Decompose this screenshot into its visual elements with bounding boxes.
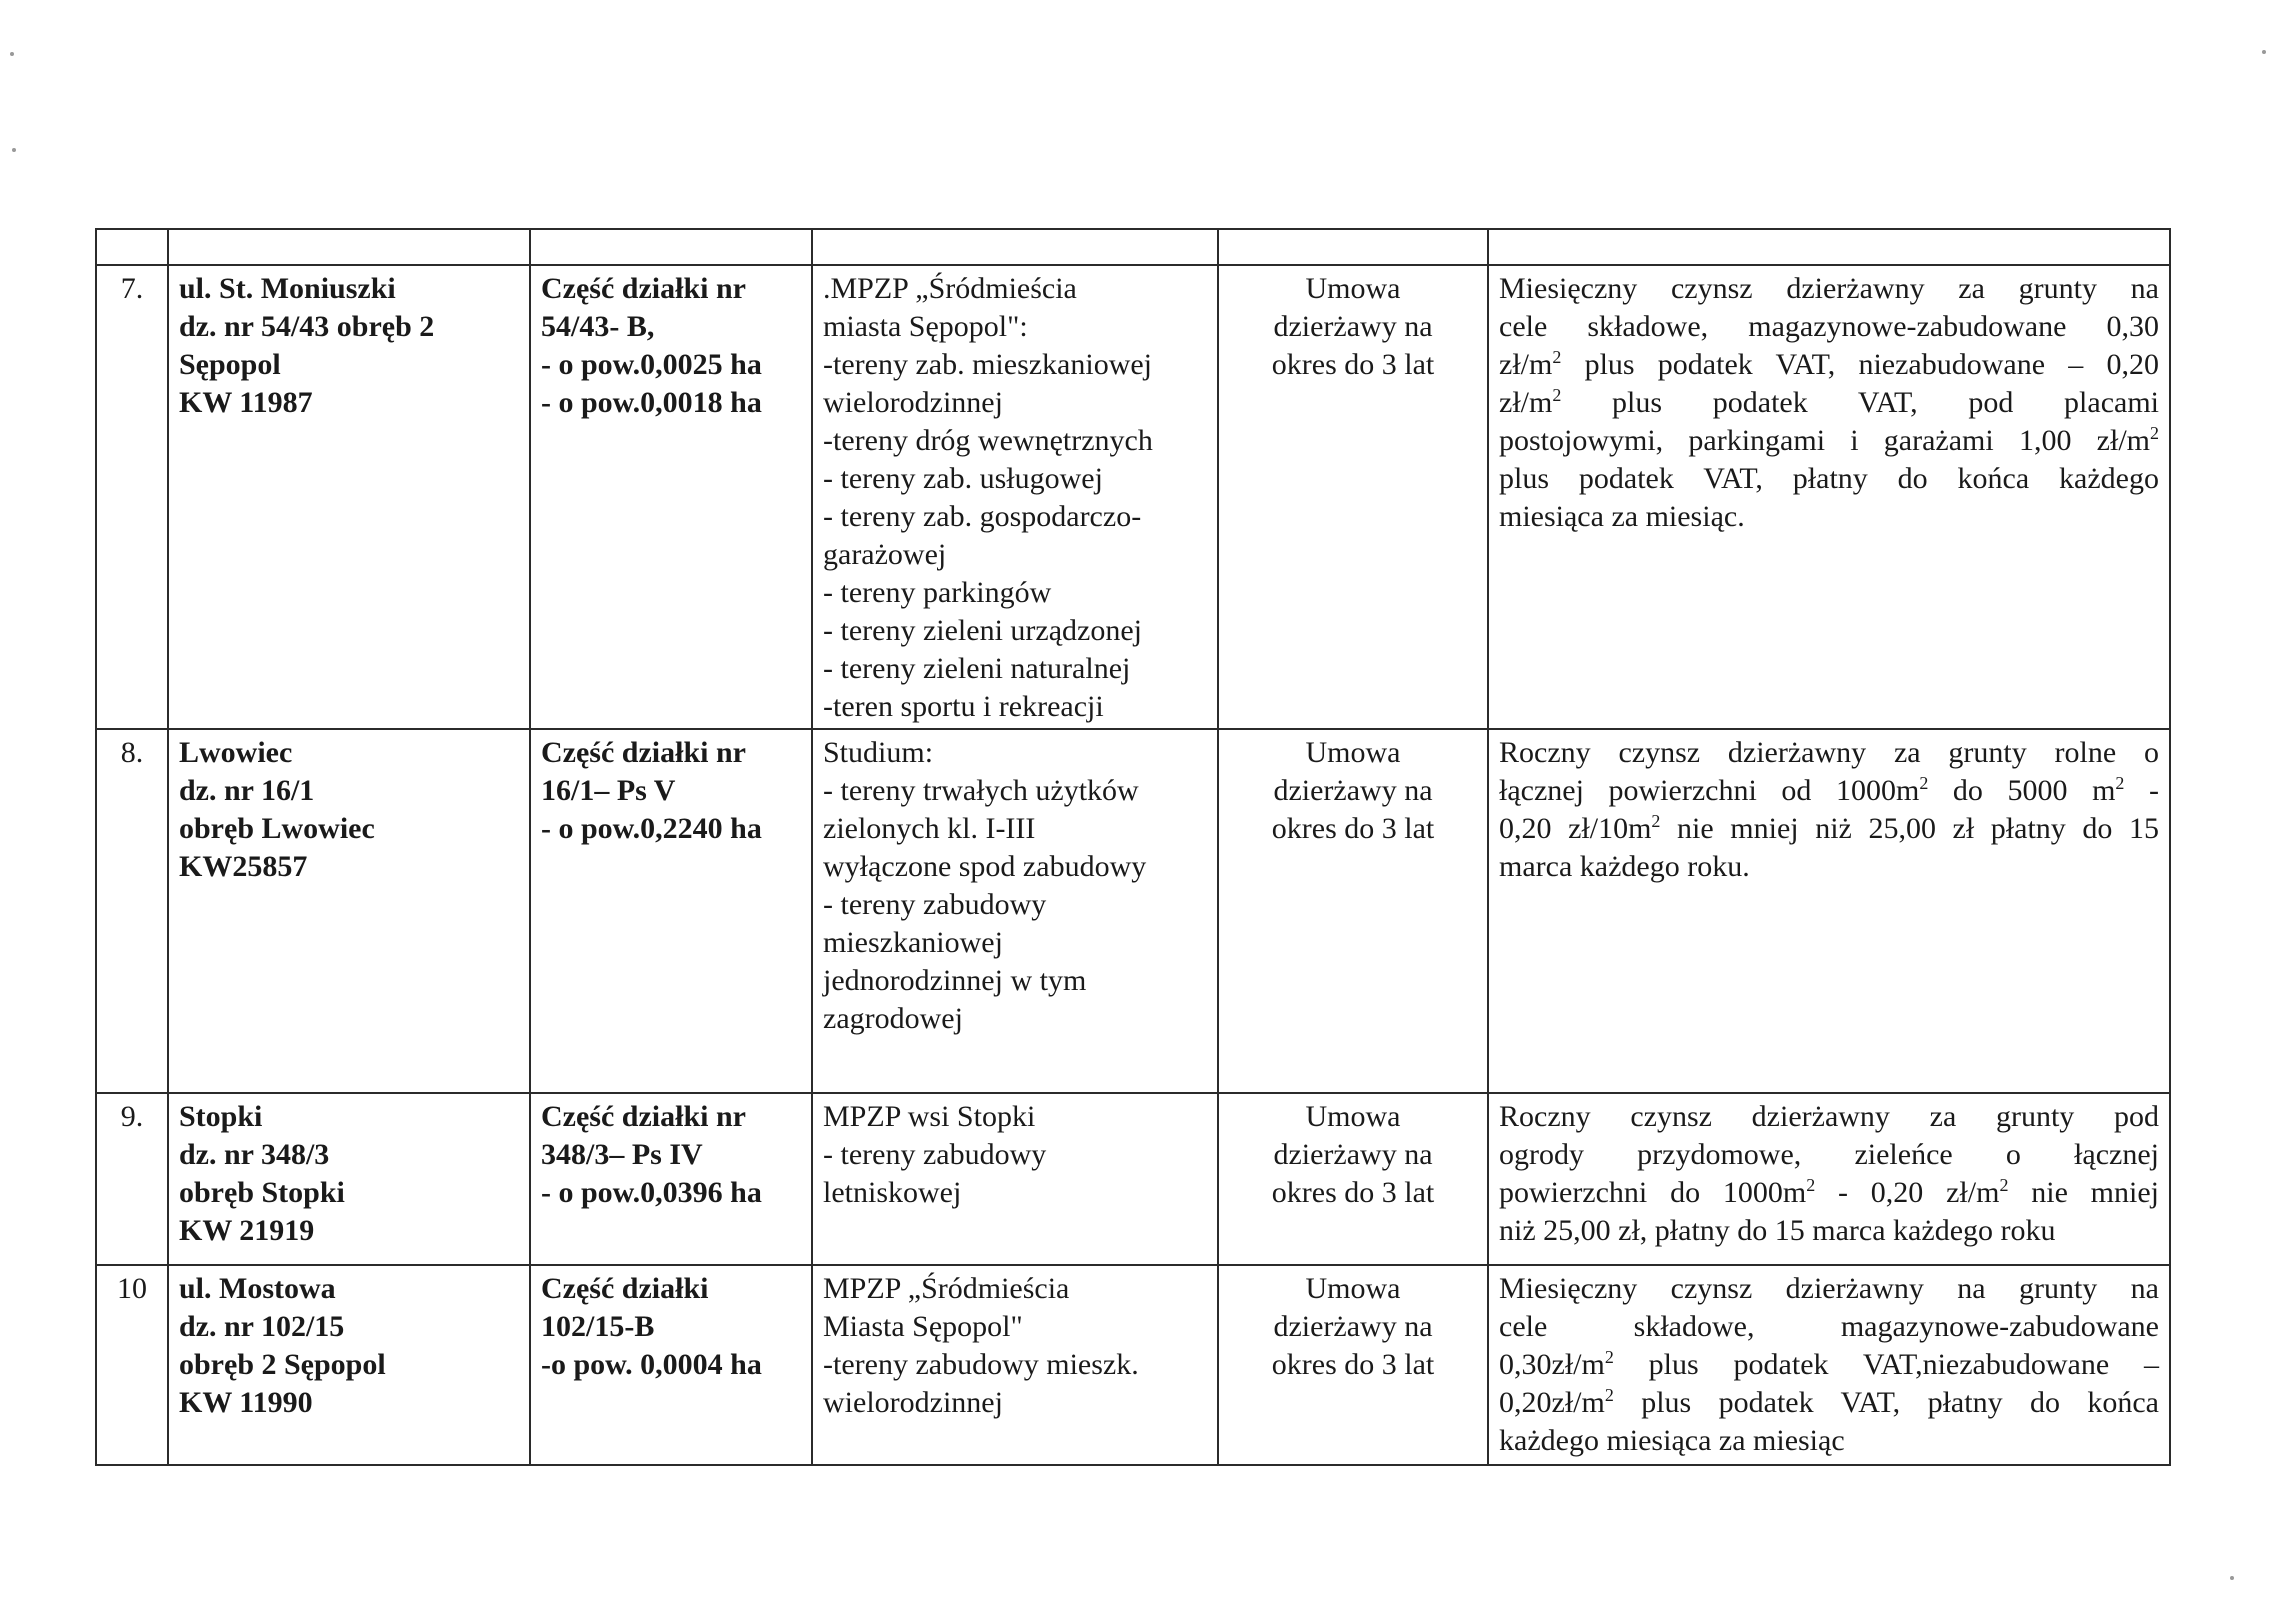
cell-line: ogrody przydomowe, zieleńce o łącznej bbox=[1499, 1138, 2159, 1171]
cell-line: cele składowe, magazynowe-zabudowane bbox=[1499, 1310, 2159, 1343]
cell-line: postojowymi, parkingami i garażami 1,00 $zł/m^2$ bbox=[1499, 423, 2159, 457]
rent-cell bbox=[1488, 729, 2170, 1093]
contract-cell bbox=[1218, 1093, 1488, 1265]
rent-cell bbox=[1488, 1093, 2170, 1265]
cell-line: - o pow.0,0025 ha bbox=[541, 348, 762, 381]
cell-line: 348/3– Ps IV bbox=[541, 1138, 703, 1171]
cell-line: Miesięczny czynsz dzierżawny za grunty na bbox=[1499, 272, 2159, 305]
cell-line: garażowej bbox=[823, 538, 947, 571]
cell-line: Umowa bbox=[1305, 1272, 1401, 1305]
parcel-cell bbox=[530, 265, 812, 729]
cell-line: -tereny zabudowy mieszk. bbox=[823, 1348, 1139, 1381]
cell-line: $0,20zł/m^2$ plus podatek VAT, płatny do końca bbox=[1499, 1385, 2159, 1419]
lease-table bbox=[95, 228, 2171, 1466]
cell-line: Umowa bbox=[1305, 272, 1401, 305]
cell-line: Umowa bbox=[1305, 1100, 1401, 1133]
cell-line: Część działki bbox=[541, 1272, 709, 1305]
cell-line: KW 11990 bbox=[179, 1386, 313, 1419]
cell-line: Studium: bbox=[823, 736, 934, 769]
table-row bbox=[96, 1093, 2170, 1265]
cell-line: - tereny zabudowy bbox=[823, 888, 1047, 921]
plan-cell bbox=[812, 265, 1218, 729]
cell-line: Roczny czynsz dzierżawny za grunty pod bbox=[1499, 1100, 2159, 1133]
cell-line: miesiąca za miesiąc. bbox=[1499, 500, 1745, 533]
scan-speck bbox=[2262, 50, 2266, 54]
cell-line: powierzchni do $1000m^2 - 0,20$ $zł/m^2$ nie mniej bbox=[1499, 1175, 2160, 1209]
cell-line: obręb Stopki bbox=[179, 1176, 345, 1209]
cell-line: $zł/m^2$ plus podatek VAT, pod placami bbox=[1499, 385, 2159, 419]
scan-speck bbox=[10, 52, 14, 56]
cell-line: 102/15-B bbox=[541, 1310, 655, 1343]
row-number: 7. bbox=[120, 272, 144, 305]
cell-line: -tereny zab. mieszkaniowej bbox=[823, 348, 1153, 381]
location-cell bbox=[168, 1265, 530, 1465]
cell-line: dzierżawy na bbox=[1273, 774, 1433, 807]
row-number: 10 bbox=[117, 1272, 147, 1305]
cell-line: .MPZP „Śródmieścia bbox=[823, 272, 1077, 305]
cell-line: plus podatek VAT, płatny do końca każdego bbox=[1499, 462, 2159, 495]
plan-cell bbox=[812, 1093, 1218, 1265]
cell-line: - o pow.0,2240 ha bbox=[541, 812, 762, 845]
table-row bbox=[96, 729, 2170, 1093]
cell-line: jednorodzinnej w tym bbox=[823, 964, 1087, 997]
plan-cell bbox=[812, 729, 1218, 1093]
spacer-cell bbox=[1488, 229, 2170, 265]
contract-cell bbox=[1218, 729, 1488, 1093]
cell-line: - tereny trwałych użytków bbox=[823, 774, 1139, 807]
cell-line: miasta Sępopol": bbox=[823, 310, 1028, 343]
cell-line: ul. Mostowa bbox=[179, 1272, 336, 1305]
cell-line: - o pow.0,0396 ha bbox=[541, 1176, 762, 1209]
table-row bbox=[96, 265, 2170, 729]
parcel-cell bbox=[530, 1265, 812, 1465]
cell-line: dz. nr 348/3 bbox=[179, 1138, 330, 1171]
cell-line: dz. nr 102/15 bbox=[179, 1310, 345, 1343]
cell-line: Lwowiec bbox=[179, 736, 293, 769]
location-cell bbox=[168, 265, 530, 729]
parcel-cell bbox=[530, 729, 812, 1093]
row-number-cell bbox=[96, 1265, 168, 1465]
cell-line: każdego miesiąca za miesiąc bbox=[1499, 1424, 1845, 1457]
cell-line: wyłączone spod zabudowy bbox=[823, 850, 1147, 883]
spacer-cell bbox=[168, 229, 530, 265]
cell-line: obręb 2 Sępopol bbox=[179, 1348, 386, 1381]
cell-line: 0,20 $zł/10m^2$ nie mniej niż 25,00 zł płatny do 15 bbox=[1499, 811, 2159, 845]
cell-line: Roczny czynsz dzierżawny za grunty rolne o bbox=[1499, 736, 2159, 769]
contract-cell bbox=[1218, 1265, 1488, 1465]
cell-line: letniskowej bbox=[823, 1176, 962, 1209]
cell-line: - tereny zabudowy bbox=[823, 1138, 1047, 1171]
cell-line: -teren sportu i rekreacji bbox=[823, 690, 1104, 723]
cell-line: Część działki nr bbox=[541, 1100, 746, 1133]
cell-line: 54/43- B, bbox=[541, 310, 655, 343]
cell-line: dz. nr 54/43 obręb 2 bbox=[179, 310, 435, 343]
spacer-cell bbox=[1218, 229, 1488, 265]
cell-line: MPZP wsi Stopki bbox=[823, 1100, 1036, 1133]
cell-line: zielonych kl. I-III bbox=[823, 812, 1036, 845]
parcel-cell bbox=[530, 1093, 812, 1265]
cell-line: ul. St. Moniuszki bbox=[179, 272, 396, 305]
cell-line: wielorodzinnej bbox=[823, 1386, 1003, 1419]
cell-line: okres do 3 lat bbox=[1271, 348, 1435, 381]
cell-line: KW 21919 bbox=[179, 1214, 315, 1247]
cell-line: Sępopol bbox=[179, 348, 281, 381]
cell-line: okres do 3 lat bbox=[1271, 812, 1435, 845]
cell-line: Część działki nr bbox=[541, 736, 746, 769]
row-number-cell bbox=[96, 729, 168, 1093]
cell-line: dzierżawy na bbox=[1273, 310, 1433, 343]
location-cell bbox=[168, 1093, 530, 1265]
spacer-cell bbox=[812, 229, 1218, 265]
cell-line: Miesięczny czynsz dzierżawny na grunty na bbox=[1499, 1272, 2159, 1305]
cell-line: okres do 3 lat bbox=[1271, 1348, 1435, 1381]
cell-line: -o pow. 0,0004 ha bbox=[541, 1348, 762, 1381]
spacer-cell bbox=[530, 229, 812, 265]
cell-line: MPZP „Śródmieścia bbox=[823, 1272, 1070, 1305]
table-row bbox=[96, 1265, 2170, 1465]
row-number: 8. bbox=[120, 736, 144, 769]
cell-line: mieszkaniowej bbox=[823, 926, 1003, 959]
row-number: 9. bbox=[120, 1100, 144, 1133]
location-cell bbox=[168, 729, 530, 1093]
row-number-cell bbox=[96, 265, 168, 729]
cell-line: - tereny zieleni naturalnej bbox=[823, 652, 1131, 685]
contract-cell bbox=[1218, 265, 1488, 729]
cell-line: Część działki nr bbox=[541, 272, 746, 305]
cell-line: KW 11987 bbox=[179, 386, 313, 419]
rent-cell bbox=[1488, 265, 2170, 729]
cell-line: niż 25,00 zł, płatny do 15 marca każdego roku bbox=[1499, 1214, 2056, 1247]
cell-line: dzierżawy na bbox=[1273, 1310, 1433, 1343]
cell-line: - tereny zab. usługowej bbox=[823, 462, 1103, 495]
cell-line: dzierżawy na bbox=[1273, 1138, 1433, 1171]
cell-line: Miasta Sępopol" bbox=[823, 1310, 1023, 1343]
spacer-cell bbox=[96, 229, 168, 265]
scan-speck bbox=[12, 148, 16, 152]
cell-line: 16/1– Ps V bbox=[541, 774, 676, 807]
cell-line: $zł/m^2$ plus podatek VAT, niezabudowane – 0,20 bbox=[1499, 347, 2159, 381]
cell-line: Umowa bbox=[1305, 736, 1401, 769]
cell-line: obręb Lwowiec bbox=[179, 812, 375, 845]
cell-line: -tereny dróg wewnętrznych bbox=[823, 424, 1153, 457]
row-number-cell bbox=[96, 1093, 168, 1265]
cell-line: marca każdego roku. bbox=[1499, 850, 1750, 883]
cell-line: $0,30zł/m^2$ plus podatek VAT,niezabudowane – bbox=[1499, 1347, 2159, 1381]
cell-line: wielorodzinnej bbox=[823, 386, 1003, 419]
cell-line: - tereny zab. gospodarczo- bbox=[823, 500, 1142, 533]
cell-line: zagrodowej bbox=[823, 1002, 963, 1035]
cell-line: dz. nr 16/1 bbox=[179, 774, 315, 807]
header-spacer-row bbox=[96, 229, 2170, 265]
cell-line: cele składowe, magazynowe-zabudowane 0,30 bbox=[1499, 310, 2159, 343]
cell-line: - tereny zieleni urządzonej bbox=[823, 614, 1142, 647]
cell-line: KW25857 bbox=[179, 850, 308, 883]
cell-line: Stopki bbox=[179, 1100, 263, 1133]
scan-speck bbox=[2230, 1576, 2234, 1580]
cell-line: - o pow.0,0018 ha bbox=[541, 386, 762, 419]
plan-cell bbox=[812, 1265, 1218, 1465]
cell-line: łącznej powierzchni od $1000m^2$ do 5000 $m^2$ - bbox=[1499, 773, 2159, 807]
cell-line: - tereny parkingów bbox=[823, 576, 1052, 609]
rent-cell bbox=[1488, 1265, 2170, 1465]
cell-line: okres do 3 lat bbox=[1271, 1176, 1435, 1209]
